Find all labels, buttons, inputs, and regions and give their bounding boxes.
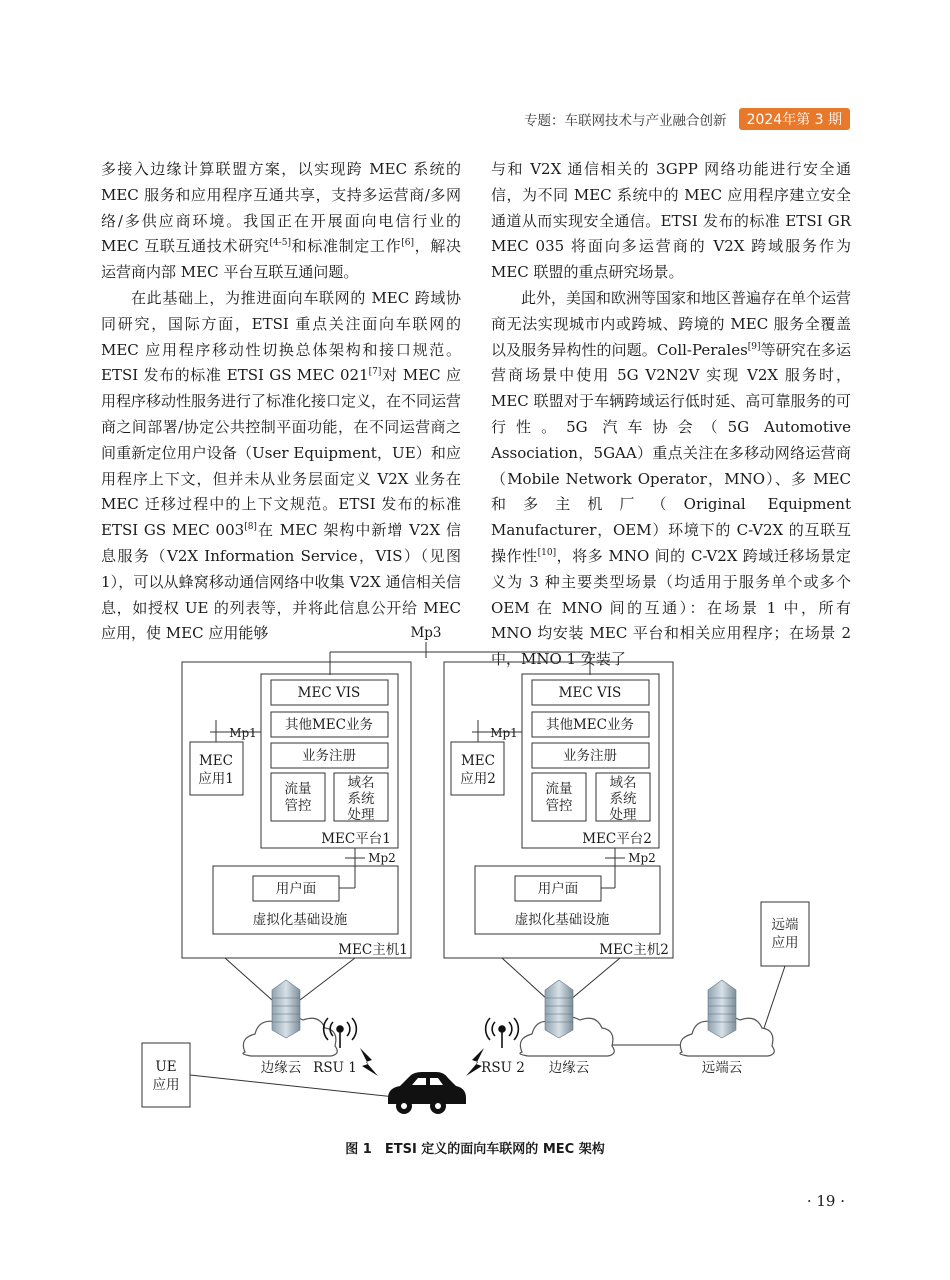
ue-line1: UE [155, 1059, 177, 1075]
mec-app-2-line2: 应用2 [460, 771, 496, 787]
traffic-2-line2: 管控 [545, 798, 573, 814]
mp2-label-2: Mp2 [628, 851, 656, 865]
traffic-1-line2: 管控 [284, 798, 312, 814]
mec-app-1-line1: MEC [198, 753, 234, 769]
platform-2-label: MEC平台2 [582, 831, 652, 847]
remote-app-line1: 远端 [771, 917, 799, 933]
left-column [101, 157, 461, 647]
mec-app-2-line1: MEC [460, 753, 496, 769]
user-plane-2: 用户面 [537, 881, 579, 897]
edge-server-2-icon [545, 980, 573, 1038]
dns-1-line3: 处理 [347, 807, 375, 823]
right-paragraph-1: 与和 V2X 通信相关的 3GPP 网络功能进行安全通信，为不同 MEC 系统中的 MEC 应用程序建立安全通道从而实现安全通信。ETSI 发布的标准 ETSI GR MEC 035 将面向多运营商的 V2X 跨域服务作为 MEC 联盟的重点研究场景。 [491, 160, 851, 282]
edge-server-1-icon [272, 980, 300, 1038]
virt-infra-2: 虚拟化基础设施 [514, 912, 610, 928]
mp1-label-2: Mp1 [490, 726, 518, 740]
edge-cloud-1-label: 边缘云 [260, 1060, 302, 1076]
dns-1-line1: 域名 [347, 775, 375, 791]
virt-infra-1: 虚拟化基础设施 [252, 912, 348, 928]
right-column [491, 157, 851, 673]
remote-server-icon [708, 980, 736, 1038]
journal-topic: 专题：车联网技术与产业融合创新 [524, 113, 727, 129]
dns-2-line2: 系统 [609, 791, 637, 807]
rsu-2-label: RSU 2 [481, 1060, 525, 1076]
right-paragraph-2: 此外，美国和欧洲等国家和地区普遍存在单个运营商无法实现城市内或跨城、跨境的 MEC 服务全覆盖以及服务异构性的问题。Coll-Perales[9]等研究在多运营商场景中使用 5G V2N2V 实现 V2X 服务时，MEC 联盟对于车辆跨域运行低时延、高可靠服务的可行性。5G 汽车协会（5G Automotive Association，5GAA）重点关注在多移动网络运营商（Mobile Network Operator，MNO）、多 MEC 和多主机厂（Original Equipment Manufacturer，OEM）环境下的 C-V2X 的互联互操作性[10]，将多 MNO 间的 C-V2X 跨域迁移场景定义为 3 种主要类型场景（均适用于服务单个或多个 OEM 在 MNO 间的互通）：在场景 1 中，所有 MNO 均安装 MEC 平台和相关应用程序；在场景 2 中，MNO 1 安装了 [491, 288, 852, 669]
mec-app-1-line2: 应用1 [198, 771, 234, 787]
ue-line2: 应用 [152, 1077, 180, 1093]
mec-vis-2: MEC VIS [558, 685, 622, 701]
host-2-label: MEC主机2 [599, 942, 669, 958]
figure-caption: 图 1 ETSI 定义的面向车联网的 MEC 架构 [345, 1142, 605, 1157]
rsu-2-antenna-icon [486, 1018, 519, 1048]
mec-vis-1: MEC VIS [297, 685, 361, 701]
mec-architecture-figure [0, 618, 950, 1118]
left-paragraph-2: 在此基础上，为推进面向车联网的 MEC 跨域协同研究，国际方面，ETSI 重点关注面向车联网的 MEC 应用程序移动性切换总体架构和接口规范。ETSI 发布的标准 ETSI GS MEC 021[7]对 MEC 应用程序移动性服务进行了标准化接口定义，在不同运营商之间部署/协定公共控制平面功能，在不同运营商之间重新定位用户设备（User Equipment，UE）和应用程序上下文，但并未从业务层面定义 V2X 业务在 MEC 迁移过程中的上下文规范。ETSI 发布的标准 ETSI GS MEC 003[8]在 MEC 架构中新增 V2X 信息服务（V2X Information Service，VIS）（见图 1），可以从蜂窝移动通信网络中收集 V2X 通信相关信息，如授权 UE 的列表等，并将此信息公开给 MEC 应用，使 MEC 应用能够 [101, 288, 462, 643]
remote-app-box [761, 902, 809, 966]
ue-app-box [142, 1043, 190, 1107]
user-plane-1: 用户面 [275, 881, 317, 897]
mp1-label-1: Mp1 [229, 726, 257, 740]
service-registry-2: 业务注册 [563, 748, 617, 764]
mp3-label: Mp3 [410, 625, 442, 641]
other-services-2: 其他MEC业务 [545, 717, 635, 733]
platform-1-label: MEC平台1 [321, 831, 391, 847]
page-number: · 19 · [806, 1192, 845, 1210]
other-services-1: 其他MEC业务 [284, 717, 374, 733]
edge-cloud-2-label: 边缘云 [548, 1060, 590, 1076]
remote-app-line2: 应用 [771, 935, 799, 951]
remote-cloud-label: 远端云 [701, 1060, 743, 1076]
service-registry-1: 业务注册 [302, 748, 356, 764]
car-icon [388, 1072, 466, 1114]
traffic-2-line1: 流量 [545, 781, 573, 797]
mp2-label-1: Mp2 [368, 851, 396, 865]
left-paragraph-1: 多接入边缘计算联盟方案，以实现跨 MEC 系统的 MEC 服务和应用程序互通共享，支持多运营商/多网络/多供应商环境。我国正在开展面向电信行业的 MEC 互联互通技术研究[4-5]和标准制定工作[6]，解决运营商内部 MEC 平台互联互通问题。 [101, 160, 461, 282]
dns-2-line3: 处理 [609, 807, 637, 823]
traffic-1-line1: 流量 [284, 781, 312, 797]
dns-1-line2: 系统 [347, 791, 375, 807]
issue-badge: 2024年第 3 期 [739, 108, 850, 130]
page-header [524, 108, 850, 130]
rsu-1-label: RSU 1 [313, 1060, 357, 1076]
dns-2-line1: 域名 [609, 775, 637, 791]
host-1-label: MEC主机1 [338, 942, 408, 958]
lightning-1-icon [360, 1048, 378, 1076]
